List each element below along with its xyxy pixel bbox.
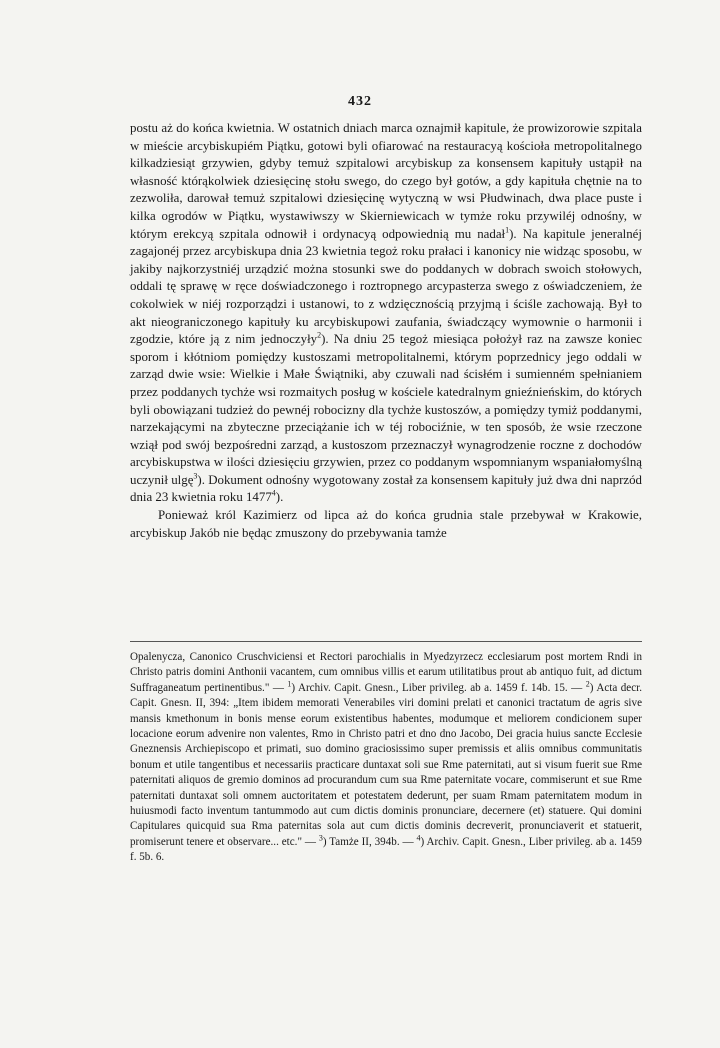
footnote-divider [130, 641, 642, 642]
footnotes [130, 650, 642, 866]
footnote-ref-3: 3 [193, 471, 198, 481]
main-text [130, 120, 642, 542]
text-run: ). Na kapitule jeneralnéj zagajonéj przez arcybiskupa dnia 23 kwietnia tegoż roku prałaci i kanonicy nie widząc sposobu, w jakiby najkorzystniéj urządzić można stosunki swe do poddanych w dobrach swoich stołowych, oddali tę sprawę w ręce doświadczonego i roztropnego arcypasterza swego z oświadczeniem, że cokolwiek w niéj rozporządzi i ustanowi, to z wdzięcznością przyjmą i ściśle zachowają. Był to akt nieograniczonego kapituły ku arcybiskupowi zaufania, świadczący wymownie o harmonii i zgodzie, które ją z nim jednoczyły [130, 226, 642, 347]
footnote-marker-2: 2 [585, 679, 590, 689]
footnote-text: ) Archiv. Capit. Gnesn., Liber privileg. ab a. 1459 f. 5b. 6. [130, 835, 642, 864]
footnote-marker-3: 3 [318, 833, 323, 843]
footnote-ref-1: 1 [505, 225, 510, 235]
footnote-text: Opalenycza, Canonico Cruschviciensi et Rectori parochialis in Myedzyrzecz ecclesiarum post mortem Rndi in Christo patris domini Anthonii vacantem, cum omnibus villis et earum utilitatibus prout ab antiquo fuit, ad dictum Suffraganeatum pertinentibus." — [130, 651, 642, 694]
text-run: ). [275, 490, 284, 505]
footnote-text: ) Acta decr. Capit. Gnesn. II, 394: „Item ibidem memorati Venerabiles viri domini prelati et canonici tractatum de agris sive mansis kmethonum in bonis mense eorum existentibus habentes, modumque et meliorem condicionem super locacione eorum advenire non valentes, Rmo in Christo patri et dno dno Jacobo, Dei gracia huius sancte Ecclesie Gneznensis Archiepiscopo et primati, suo domino graciosissimo super premissis et aliis omnibus communitatis bonum et utile tangentibus et necessariis practicare duntaxat soli sue Rme paternitati, aut si visum fuerit sue Rme paternitati aliquos de gremio dominos ad procurandum cum sua Rme paternitate vocare, commiserunt et sue Rme paternitati duntaxat soli omnem auctoritatem et potestatem dederunt, per suam Rmam paternitatem modum in huiusmodi facto inventum tantummodo aut cum dictis dominis pronunciare, decernere (et) statuere. Qui domini Capitulares quicquid sua Rma paternitas sola aut cum dictis dominis decreverit, pronunciaverit et statuerit, promiserunt tenere et observare... etc." — [130, 681, 642, 848]
paragraph-1 [130, 120, 642, 507]
footnote-marker-1: 1 [287, 679, 292, 689]
footnote-text: ) Tamże II, 394b. — [322, 835, 417, 848]
footnote-ref-4: 4 [271, 489, 276, 499]
text-run: ). Na dniu 25 tegoż miesiąca położył raz na zawsze koniec sporom i kłótniom pomiędzy kustoszami metropolitalnemi, którym poprzednicy jego oddali w zarząd dwie wsie: Wielkie i Małe Świątniki, aby czuwali nad ścisłém i sumienném spełnianiem przez poddanych tychże wsi rozmaitych posług w kościele katedralnym gnieźnieńskim, do których byli obowiązani tudzież do pewnéj robocizny dla tychże kustoszów, a pomiędzy tymiż poddanymi, narzekającymi na zbyteczne przeciążanie ich w téj robociźnie, w ten sposób, że wsie rzeczone wziął pod swój bezpośredni zarząd, a kustoszom przeznaczył wynagrodzenie roczne z dochodów arcybiskupstwa w ilości dziesięciu grzywien, przez co poddanym wspomnianym wspaniałomyślną uczynił ulgę [130, 332, 642, 487]
footnote-text: ) Archiv. Capit. Gnesn., Liber privileg. ab a. 1459 f. 14b. 15. — [291, 681, 586, 694]
footnote-block [130, 650, 642, 866]
text-run: postu aż do końca kwietnia. W ostatnich dniach marca oznajmił kapitule, że prowizorowie szpitala w mieście arcybiskupiém Piątku, gotowi byli ofiarować na restauracyą kościoła metropolitalnego kilkadziesiąt grzywien, gdyby temuż szpitalowi arcybiskup za konsensem kapituły ustąpił na własność którąkolwiek dziesięcinę stołu swego, do czego był gotów, a gdy kapituła chętnie na to zezwoliła, darował temuż szpitalowi dziesięcinę wytyczną w wsi Płudwinach, dwa place puste i kilka ogrodów w Piątku, wystawiwszy w Skierniewicach w tymże roku przywiléj odnośny, w którym erekcyą szpitala odnowił i ordynacyą odpowiednią mu nadał [130, 121, 642, 241]
page-number: 432 [348, 94, 372, 109]
footnote-ref-2: 2 [317, 330, 322, 340]
paragraph-2: Ponieważ król Kazimierz od lipca aż do końca grudnia stale przebywał w Krakowie, arcybiskup Jakób nie będąc zmuszony do przebywania tamże [130, 508, 642, 540]
text-run: ). Dokument odnośny wygotowany został za konsensem kapituły już dwa dni naprzód dnia 23 kwietnia roku 1477 [130, 472, 643, 505]
footnote-marker-4: 4 [416, 833, 421, 843]
